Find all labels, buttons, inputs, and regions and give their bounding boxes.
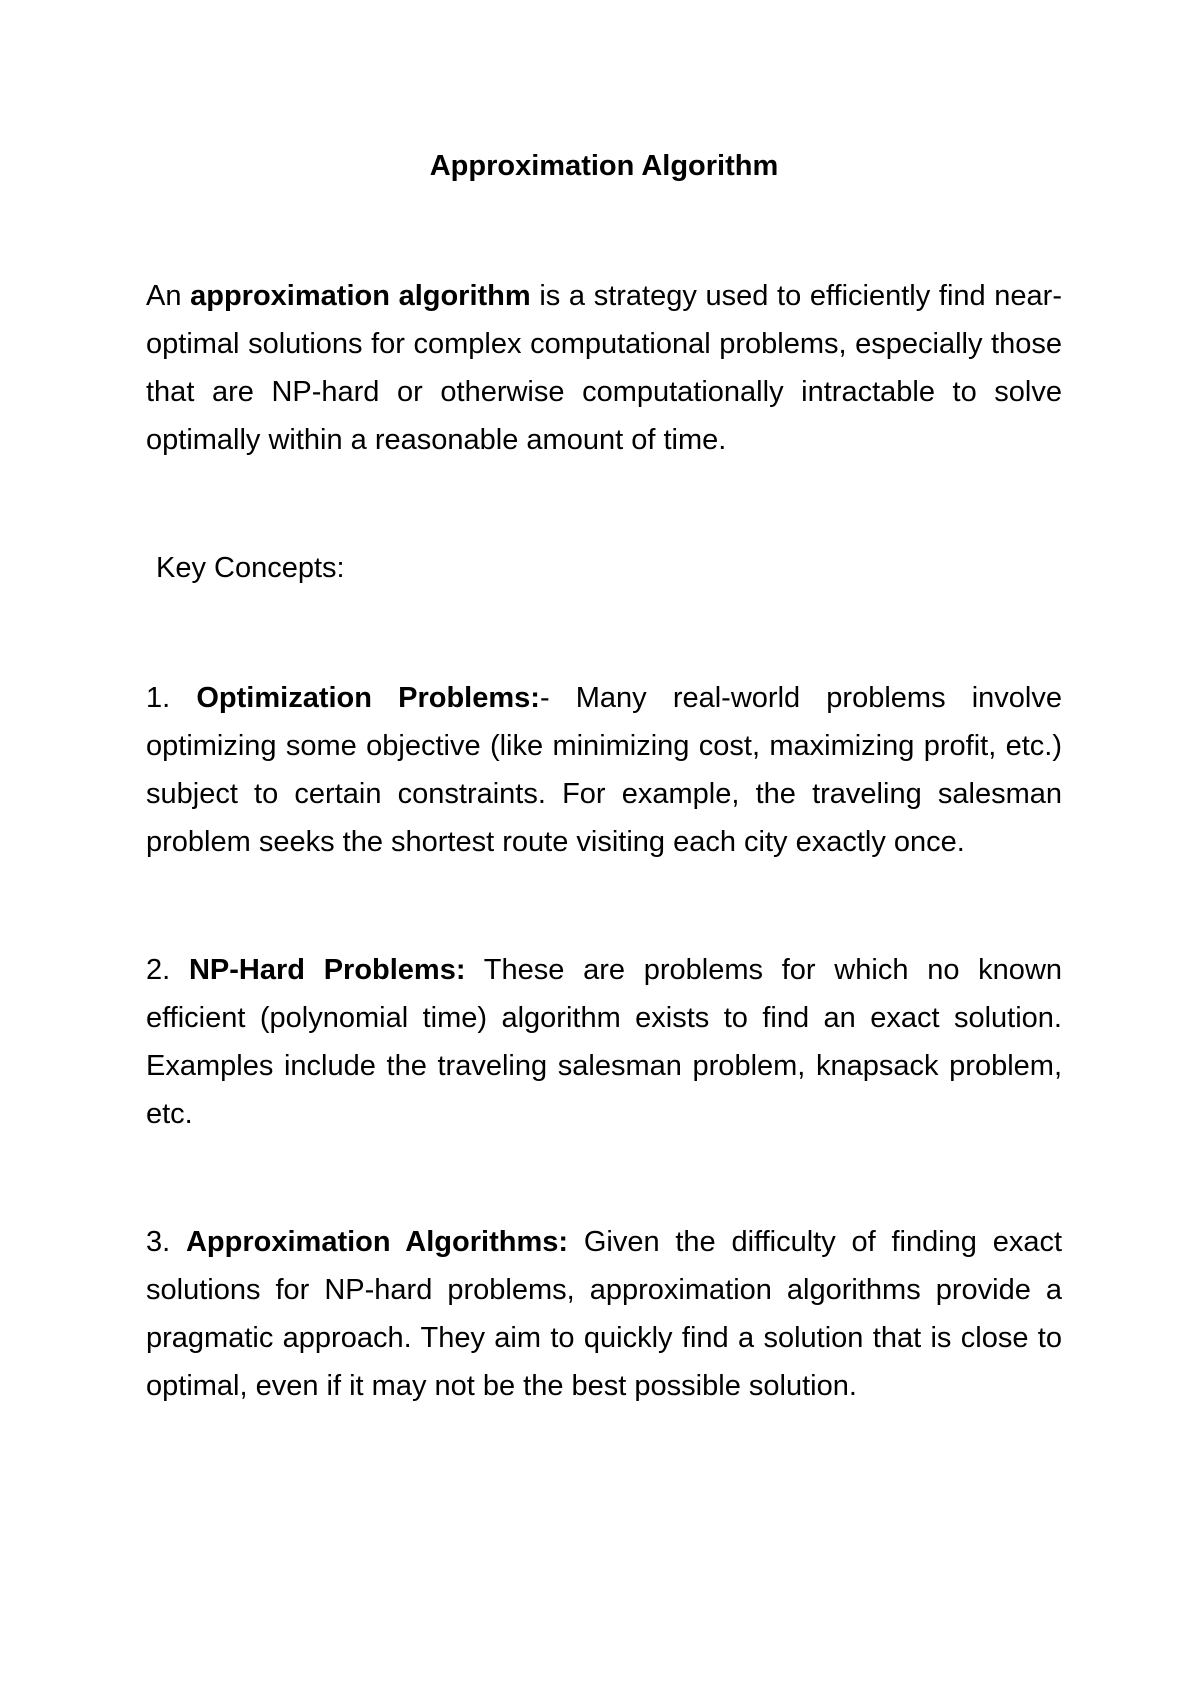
document-title: Approximation Algorithm — [429, 150, 779, 182]
document-body — [146, 142, 1062, 1410]
key-concepts-heading: Key Concepts: — [156, 552, 345, 584]
concept-description: Given the difficulty of finding exact solutions for NP-hard problems, approximation algorithms provide a pragmatic approach. They aim to quickly find a solution that is close to optimal, even if it may not be the best possible solution. — [146, 1226, 1063, 1402]
concept-description: These are problems for which no known efficient (polynomial time) algorithm exists to find an exact solution. Examples include the traveling salesman problem, knapsack problem, etc. — [146, 954, 1063, 1130]
intro-prefix: An — [146, 280, 191, 312]
concept-item-3 — [146, 1218, 1062, 1410]
concept-term: Optimization Problems: — [196, 682, 540, 714]
concept-number: 2. — [146, 954, 189, 986]
intro-bold-term: approximation algorithm — [190, 280, 531, 312]
concept-term: Approximation Algorithms: — [185, 1226, 569, 1258]
concept-number: 1. — [146, 682, 197, 714]
concept-item-1 — [146, 674, 1062, 866]
concept-item-2 — [146, 946, 1062, 1138]
intro-paragraph — [146, 272, 1062, 464]
concept-description: - Many real-world problems involve optimizing some objective (like minimizing cost, maximizing profit, etc.) subject to certain constraints. For example, the traveling salesman problem seeks the shortest route visiting each city exactly once. — [146, 682, 1062, 858]
intro-text: is a strategy used to efficiently find near-optimal solutions for complex computational problems, especially those that are NP-hard or otherwise computationally intractable to solve optimally within a reasonable amount of time. — [146, 280, 1062, 456]
concept-number: 3. — [146, 1226, 186, 1258]
concept-term: NP-Hard Problems: — [188, 954, 466, 986]
